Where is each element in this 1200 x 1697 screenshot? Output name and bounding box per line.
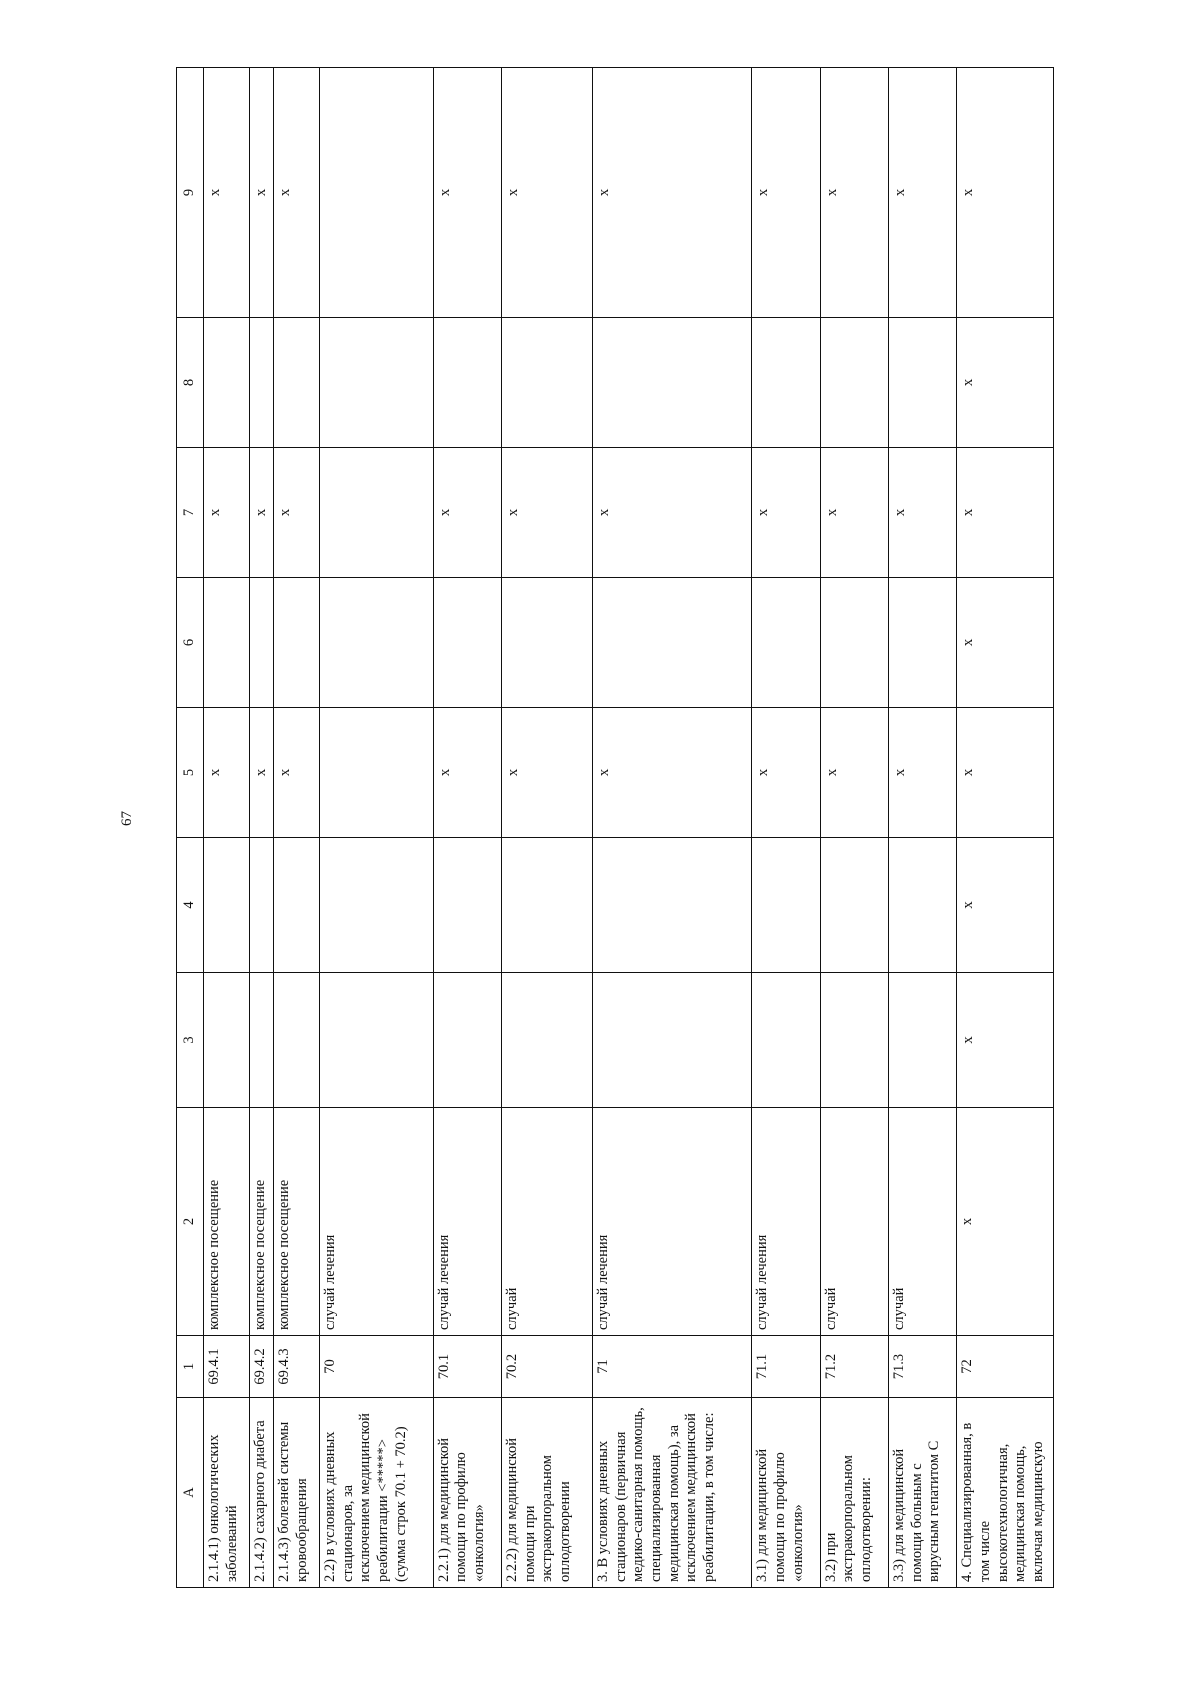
table-row [593, 68, 752, 1588]
row-unit-cell: х [957, 1108, 1054, 1336]
col-header-3: 3 [177, 973, 204, 1108]
row-unit-cell: случай лечения [752, 1108, 820, 1336]
cell-col-5: х [249, 708, 274, 838]
cell-col-5: х [957, 708, 1054, 838]
cell-col-7: х [820, 448, 888, 578]
table-body [204, 68, 1054, 1588]
col-header-4: 4 [177, 838, 204, 973]
cell-col-4 [319, 838, 433, 973]
table-row [752, 68, 820, 1588]
row-name-cell: 2.2.2) для медицинской помощи при экстракорпоральном оплодотворении [501, 1398, 592, 1588]
row-number-cell: 69.4.3 [274, 1336, 320, 1398]
page-number: 67 [119, 811, 135, 826]
cell-col-4 [820, 838, 888, 973]
row-name-cell: 3.1) для медицинской помощи по профилю «онкология» [752, 1398, 820, 1588]
cell-col-5: х [752, 708, 820, 838]
cell-col-8 [752, 318, 820, 448]
row-name-cell: 2.1.4.2) сахарного диабета [249, 1398, 274, 1588]
row-name-cell: 2.2) в условиях дневных стационаров, за исключением медицинской реабилитации <*****> (сумма строк 70.1 + 70.2) [319, 1398, 433, 1588]
cell-col-6 [888, 578, 956, 708]
cell-col-9: х [752, 68, 820, 318]
row-unit-cell: комплексное посещение [204, 1108, 250, 1336]
table-rotated-wrapper [176, 68, 1054, 1588]
cell-col-8 [888, 318, 956, 448]
table-row [204, 68, 250, 1588]
cell-col-3 [204, 973, 250, 1108]
cell-col-7: х [957, 448, 1054, 578]
cell-col-9: х [249, 68, 274, 318]
cell-col-8 [501, 318, 592, 448]
cell-col-7: х [204, 448, 250, 578]
table-row [501, 68, 592, 1588]
cell-col-6 [319, 578, 433, 708]
row-unit-cell: случай лечения [593, 1108, 752, 1336]
cell-col-3 [433, 973, 501, 1108]
cell-col-4 [593, 838, 752, 973]
table-row [888, 68, 956, 1588]
cell-col-3 [752, 973, 820, 1108]
cell-col-8 [249, 318, 274, 448]
table-row [433, 68, 501, 1588]
col-header-1: 1 [177, 1336, 204, 1398]
row-name-cell: 3.3) для медицинской помощи больным с вирусным гепатитом С [888, 1398, 956, 1588]
table-row [957, 68, 1054, 1588]
row-number-cell: 70 [319, 1336, 433, 1398]
col-header-9: 9 [177, 68, 204, 318]
col-header-5: 5 [177, 708, 204, 838]
cell-col-8 [274, 318, 320, 448]
row-number-cell: 72 [957, 1336, 1054, 1398]
cell-col-6 [593, 578, 752, 708]
cell-col-4 [204, 838, 250, 973]
row-name-cell: 4. Специализированная, в том числе высокотехнологичная, медицинская помощь, включая медицинскую [957, 1398, 1054, 1588]
cell-col-3: х [957, 973, 1054, 1108]
cell-col-6 [204, 578, 250, 708]
row-number-cell: 71.3 [888, 1336, 956, 1398]
cell-col-5: х [274, 708, 320, 838]
cell-col-4 [501, 838, 592, 973]
cell-col-9: х [274, 68, 320, 318]
cell-col-7: х [593, 448, 752, 578]
table-row [319, 68, 433, 1588]
row-number-cell: 70.1 [433, 1336, 501, 1398]
row-number-cell: 70.2 [501, 1336, 592, 1398]
cell-col-9: х [501, 68, 592, 318]
cell-col-4 [752, 838, 820, 973]
row-number-cell: 69.4.2 [249, 1336, 274, 1398]
cell-col-6 [433, 578, 501, 708]
col-header-6: 6 [177, 578, 204, 708]
header-row [177, 68, 204, 1588]
cell-col-3 [501, 973, 592, 1108]
cell-col-4 [249, 838, 274, 973]
col-header-7: 7 [177, 448, 204, 578]
cell-col-8 [319, 318, 433, 448]
cell-col-3 [274, 973, 320, 1108]
col-header-a: A [177, 1398, 204, 1588]
cell-col-9: х [204, 68, 250, 318]
cell-col-6 [752, 578, 820, 708]
cell-col-4: х [957, 838, 1054, 973]
row-unit-cell: случай [888, 1108, 956, 1336]
cell-col-7: х [501, 448, 592, 578]
cell-col-8 [820, 318, 888, 448]
cell-col-9: х [888, 68, 956, 318]
table-row [274, 68, 320, 1588]
cell-col-7: х [888, 448, 956, 578]
cell-col-5 [319, 708, 433, 838]
cell-col-6 [274, 578, 320, 708]
row-number-cell: 71 [593, 1336, 752, 1398]
row-name-cell: 2.1.4.1) онкологических заболеваний [204, 1398, 250, 1588]
cell-col-5: х [433, 708, 501, 838]
cell-col-8 [433, 318, 501, 448]
cell-col-7: х [433, 448, 501, 578]
cell-col-7: х [249, 448, 274, 578]
cell-col-5: х [888, 708, 956, 838]
row-number-cell: 69.4.1 [204, 1336, 250, 1398]
row-name-cell: 2.2.1) для медицинской помощи по профилю «онкология» [433, 1398, 501, 1588]
cell-col-7: х [274, 448, 320, 578]
row-number-cell: 71.2 [820, 1336, 888, 1398]
cell-col-3 [593, 973, 752, 1108]
cell-col-4 [888, 838, 956, 973]
cell-col-3 [888, 973, 956, 1108]
row-unit-cell: случай [820, 1108, 888, 1336]
col-header-2: 2 [177, 1108, 204, 1336]
cell-col-3 [319, 973, 433, 1108]
table-row [249, 68, 274, 1588]
row-unit-cell: комплексное посещение [274, 1108, 320, 1336]
cell-col-5: х [820, 708, 888, 838]
cell-col-9: х [433, 68, 501, 318]
cell-col-9: х [957, 68, 1054, 318]
cell-col-7 [319, 448, 433, 578]
table-row [820, 68, 888, 1588]
cell-col-8 [593, 318, 752, 448]
cell-col-3 [820, 973, 888, 1108]
row-unit-cell: случай [501, 1108, 592, 1336]
cell-col-4 [433, 838, 501, 973]
col-header-8: 8 [177, 318, 204, 448]
row-number-cell: 71.1 [752, 1336, 820, 1398]
cell-col-8 [204, 318, 250, 448]
cell-col-7: х [752, 448, 820, 578]
cell-col-5: х [501, 708, 592, 838]
cell-col-6 [820, 578, 888, 708]
row-name-cell: 2.1.4.3) болезней системы кровообращения [274, 1398, 320, 1588]
cell-col-5: х [593, 708, 752, 838]
row-name-cell: 3.2) при экстракорпоральном оплодотворении: [820, 1398, 888, 1588]
cell-col-6: х [957, 578, 1054, 708]
row-name-cell: 3. В условиях дневных стационаров (первичная медико-санитарная помощь, специализированная медицинская помощь), за исключением медицинской реабилитации, в том числе: [593, 1398, 752, 1588]
cell-col-6 [501, 578, 592, 708]
cell-col-9: х [820, 68, 888, 318]
cell-col-3 [249, 973, 274, 1108]
row-unit-cell: случай лечения [319, 1108, 433, 1336]
row-unit-cell: случай лечения [433, 1108, 501, 1336]
cell-col-8: х [957, 318, 1054, 448]
cell-col-4 [274, 838, 320, 973]
row-unit-cell: комплексное посещение [249, 1108, 274, 1336]
cell-col-9 [319, 68, 433, 318]
cell-col-6 [249, 578, 274, 708]
cell-col-5: х [204, 708, 250, 838]
cell-col-9: х [593, 68, 752, 318]
data-table [176, 67, 1054, 1588]
